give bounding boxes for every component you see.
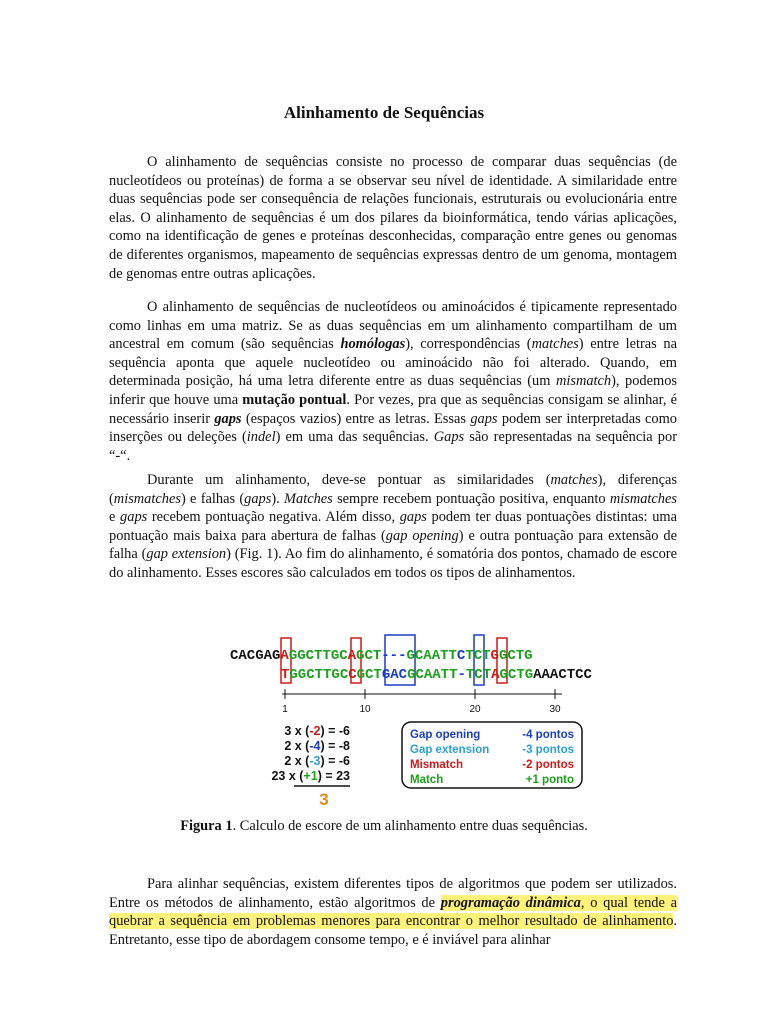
legend-value: +1 ponto bbox=[525, 774, 574, 786]
legend-value: -2 pontos bbox=[522, 759, 574, 771]
sequence-segment: TCT bbox=[465, 648, 491, 664]
ruler-label: 1 bbox=[282, 704, 288, 715]
legend bbox=[410, 729, 574, 786]
paragraph-algorithms: Para alinhar sequências, existem diferentes tipos de algoritmos que podem ser utilizados. Entre os métodos de alinhamento, estão algoritmos de programação dinâmica, o qual tende a quebrar a sequência em problemas menores para encontrar o melhor resultado de alinhamento. Entretanto, esse tipo de abordagem consome tempo, e é inviável para alinhar bbox=[109, 876, 677, 948]
paragraph-intro: O alinhamento de sequências consiste no processo de comparar duas sequências (de nucleotídeos ou proteínas) de forma a se observar seu nível de identidade. A similaridade entre duas sequências pode ser consequência de relações funcionais, estruturais ou evolucionária entre elas. O alinhamento de sequências é um dos pilares da bioinformática, tendo várias aplicações, como na identificação de genes e proteínas desconhecidas, comparação entre genes ou genomas de diferentes organismos, mapeamento de sequências expressas dentro de um genoma, montagem de genomas entre outras aplicações. bbox=[109, 154, 677, 282]
figure-alignment-score bbox=[222, 630, 592, 810]
paragraph-matrix: O alinhamento de sequências de nucleotídeos ou aminoácidos é tipicamente representado como linhas em uma matriz. Se as duas sequências em um alinhamento compartilham de um ancestral em comum (são sequências homólogas), correspondências (matches) entre letras na sequência aponta que aquele nucleotídeo ou aminoácido não foi alterado. Quando, em determinada posição, há uma letra diferente entre as duas sequências (um mismatch), podemos inferir que houve uma mutação pontual. Por vezes, pra que as sequências consigam se alinhar, é necessário inserir gaps (espaços vazios) entre as letras. Essas gaps podem ser interpretadas como inserções ou deleções (indel) em uma das sequências. Gaps são representadas na sequência por “-“. bbox=[109, 299, 678, 464]
calc-line: 2 x (-4) = -8 bbox=[284, 739, 350, 753]
sequence-segment: A bbox=[280, 648, 289, 664]
sequence-1: CACGAGAGGCTTGCAGCT---GCAATTCTCTGGCTG bbox=[230, 648, 533, 664]
calc-line: 3 x (-2) = -6 bbox=[284, 724, 350, 738]
sequence-segment: --- bbox=[381, 648, 407, 664]
term-homologas: homólogas bbox=[340, 336, 406, 353]
sequence-segment: GCT bbox=[356, 667, 382, 683]
sequence-segment: GCT bbox=[356, 648, 382, 664]
legend-label: Gap extension bbox=[410, 744, 490, 756]
figure-caption: Figura 1. Calculo de escore de um alinhamento entre duas sequências. bbox=[180, 818, 588, 834]
ruler-label: 30 bbox=[549, 704, 561, 715]
sequence-segment: TCT bbox=[465, 667, 492, 683]
term-gap-opening: gap opening bbox=[385, 527, 459, 544]
legend-label: Gap opening bbox=[410, 729, 481, 741]
paragraph-scoring: Durante um alinhamento, deve-se pontuar as similaridades (matches), diferenças (mismatches) e falhas (gaps). Matches sempre recebem pontuação positiva, enquanto mismatches e gaps recebem pontuação negativa. Além disso, gaps podem ter duas pontuações distintas: uma pontuação mais baixa para abertura de falhas (gap opening) e outra pontuação para extensão de falha (gap extension) (Fig. 1). Ao fim do alinhamento, é somatória dos pontos, chamado de escore do alinhamento. Esses escores são calculados em todos os tipos de alinhamentos. bbox=[109, 472, 678, 581]
sequence-segment: A bbox=[347, 648, 357, 664]
term-mismatch: mismatch bbox=[555, 373, 612, 390]
sequence-segment: GGCTTGC bbox=[289, 667, 349, 683]
legend-label: Mismatch bbox=[410, 759, 464, 771]
sequence-2: TGGCTTGCCGCTGACGCAATT-TCTAGCTGAAACTCC bbox=[281, 667, 592, 683]
term-mutacao-pontual: mutação pontual bbox=[242, 391, 347, 408]
legend-value: -3 pontos bbox=[522, 744, 574, 756]
calc-line: 2 x (-3) = -6 bbox=[284, 754, 350, 768]
sequence-segment: A bbox=[491, 667, 500, 683]
total-score: 3 bbox=[319, 790, 329, 809]
sequence-segment: C bbox=[456, 648, 466, 664]
legend-label: Match bbox=[410, 774, 444, 786]
sequence-segment: G bbox=[490, 648, 499, 664]
score-calculation bbox=[271, 724, 350, 783]
sequence-segment: - bbox=[457, 667, 466, 683]
page-title: Alinhamento de Sequências bbox=[283, 103, 485, 122]
ruler-label: 20 bbox=[469, 704, 481, 715]
sequence-segment: GCAATT bbox=[407, 667, 458, 683]
term-gaps: gaps bbox=[214, 410, 242, 427]
ruler-label: 10 bbox=[359, 704, 371, 715]
sequence-segment: GGCTTGC bbox=[288, 648, 348, 664]
sequence-segment: GCTG bbox=[499, 667, 534, 683]
sequence-segment: C bbox=[348, 667, 357, 683]
sequence-segment: GCAATT bbox=[406, 648, 457, 664]
sequence-segment: GCTG bbox=[498, 648, 533, 664]
calc-line: 23 x (+1) = 23 bbox=[271, 769, 350, 783]
term-indel: indel bbox=[246, 429, 276, 446]
sequence-segment: GAC bbox=[381, 667, 408, 683]
term-matches: matches bbox=[531, 336, 579, 353]
term-gap-extension: gap extension bbox=[146, 546, 227, 563]
legend-value: -4 pontos bbox=[522, 729, 574, 741]
sequence-segment: T bbox=[281, 667, 290, 683]
term-programacao-dinamica: programação dinâmica bbox=[440, 894, 581, 911]
